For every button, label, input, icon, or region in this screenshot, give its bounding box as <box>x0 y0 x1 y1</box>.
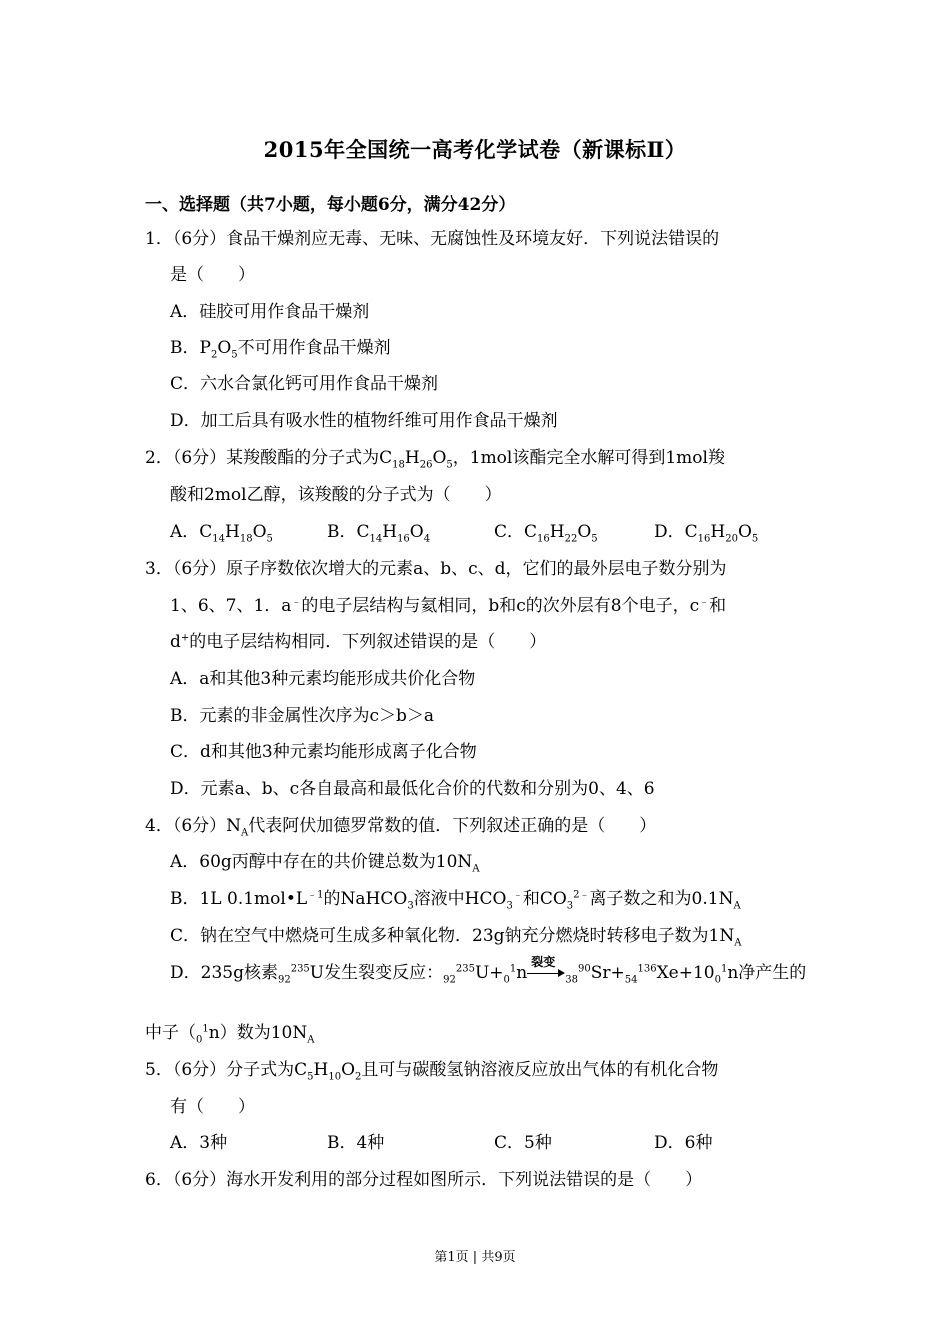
question-1-stem-cont: 是（ ） <box>170 265 255 285</box>
question-5-stem-cont: 有（ ） <box>170 1097 255 1117</box>
question-5-option-d: D．6种 <box>654 1133 713 1153</box>
question-5-option-a: A．3种 <box>170 1133 228 1153</box>
question-4-option-b: B．1L $0.1mol•L^{﹣1}$的NaHCO$_3$溶液中$HCO_3^﹣$和$CO_3^{2﹣}$离子数之和为$0.1N_A$ <box>170 889 741 912</box>
question-2-option-d: D．$C_{16}H_{20}O_5$ <box>654 522 759 545</box>
question-3-stem-cont-2: d+的电子层结构相同．下列叙述错误的是（ ） <box>170 632 547 652</box>
question-1-option-a: A．硅胶可用作食品干燥剂 <box>170 302 370 322</box>
question-4-option-c: C．钠在空气中燃烧可生成多种氧化物．23g钠充分燃烧时转移电子数为$1N_A$ <box>170 926 742 949</box>
question-3-option-d: D．元素a、b、c各自最高和最低化合价的代数和分别为0、4、6 <box>170 779 655 799</box>
section-heading: 一、选择题（共7小题，每小题6分，满分42分） <box>145 195 516 215</box>
question-4-option-a: A．60g丙醇中存在的共价键总数为$10N_A$ <box>170 852 480 875</box>
question-1-option-c: C．六水合氯化钙可用作食品干燥剂 <box>170 374 439 394</box>
question-4-option-d: D．235g核素$_{92}^{235}$U发生裂变反应：$_{92}^{235}U+_0^1n$ 裂变 $_{38}^{90}Sr+_{54}^{136}Xe+10_0^1n$净产生的 <box>170 963 806 983</box>
question-3-option-c: C．d和其他3种元素均能形成离子化合物 <box>170 742 477 762</box>
question-2-option-a: A．$C_{14}H_{18}O_5$ <box>170 522 273 545</box>
question-2-stem: 2．（6分）某羧酸酯的分子式为$C_{18}H_{26}O_5$，1mol该酯完全水解可得到1mol羧 <box>145 448 725 471</box>
question-3-option-a: A．a和其他3种元素均能形成共价化合物 <box>170 669 476 689</box>
reaction-arrow-label: 裂变 <box>531 955 556 969</box>
exam-title: 2015年全国统一高考化学试卷（新课标Ⅱ） <box>263 137 687 162</box>
question-3-stem: 3．（6分）原子序数依次增大的元素a、b、c、d，它们的最外层电子数分别为 <box>145 559 727 579</box>
page-footer: 第1页 | 共9页 <box>434 1250 516 1265</box>
question-1-stem: 1．（6分）食品干燥剂应无毒、无味、无腐蚀性及环境友好．下列说法错误的 <box>145 229 720 249</box>
question-1-option-b: B．$P_2O_5$不可用作食品干燥剂 <box>170 338 391 361</box>
question-4-stem: 4．（6分）$N_A$代表阿伏加德罗常数的值．下列叙述正确的是（ ） <box>145 816 657 839</box>
question-5-option-b: B．4种 <box>327 1133 385 1153</box>
question-2-option-c: C．$C_{16}H_{22}O_5$ <box>494 522 598 545</box>
question-5-stem: 5．（6分）分子式为$C_5H_{10}O_2$且可与碳酸氢钠溶液反应放出气体的有机化合物 <box>145 1060 719 1083</box>
question-2-option-b: B．$C_{14}H_{16}O_4$ <box>327 522 431 545</box>
reaction-arrow <box>527 955 565 978</box>
question-4-option-d-cont: 中子$(_0^1n)$数为$10N_A$ <box>145 1023 315 1046</box>
question-3-stem-cont-1: 1、6、7、1．a﹣的电子层结构与氦相同，b和c的次外层有8个电子，c﹣和 <box>170 596 727 616</box>
question-3-option-b: B．元素的非金属性次序为c＞b＞a <box>170 706 435 726</box>
question-6-stem: 6．（6分）海水开发利用的部分过程如图所示．下列说法错误的是（ ） <box>145 1170 703 1190</box>
question-1-option-d: D．加工后具有吸水性的植物纤维可用作食品干燥剂 <box>170 411 558 431</box>
question-5-option-c: C．5种 <box>494 1133 552 1153</box>
question-2-stem-cont: 酸和2mol乙醇，该羧酸的分子式为（ ） <box>170 485 502 505</box>
